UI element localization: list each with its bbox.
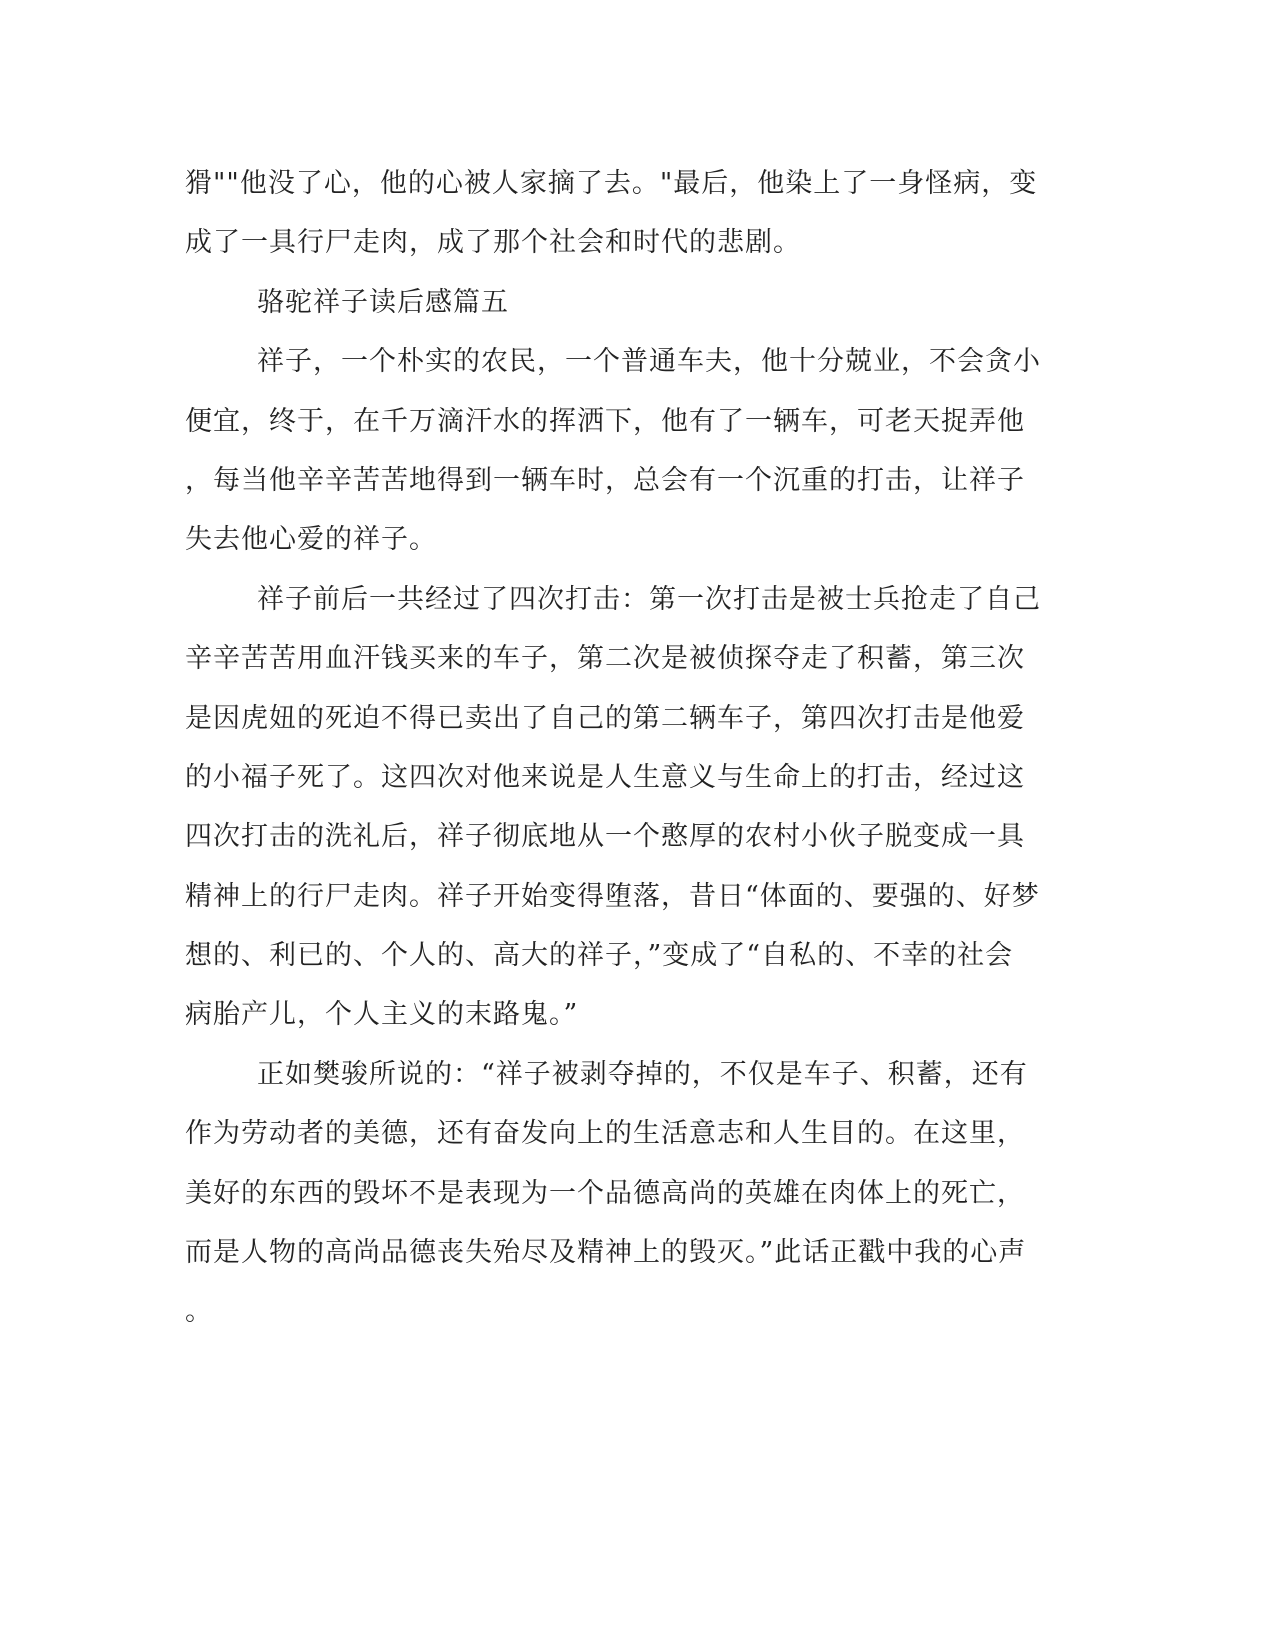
text-line: 美好的东西的毁坏不是表现为一个品德高尚的英雄在肉体上的死亡， — [185, 1177, 1025, 1209]
text-line: 祥子，一个朴实的农民，一个普通车夫，他十分兢业，不会贪小 — [257, 346, 1041, 378]
section-heading: 骆驼祥子读后感篇五 — [257, 286, 509, 318]
text-line: 猾""他没了心，他的心被人家摘了去。"最后，他染上了一身怪病，变 — [185, 168, 1038, 199]
text-line: 失去他心爱的祥子。 — [185, 524, 437, 556]
text-line: 祥子前后一共经过了四次打击：第一次打击是被士兵抢走了自己 — [257, 583, 1041, 615]
text-line: 的小福子死了。这四次对他来说是人生意义与生命上的打击，经过这 — [185, 761, 1025, 793]
text-line: 成了一具行尸走肉，成了那个社会和时代的悲剧。 — [185, 227, 801, 259]
text-line: 精神上的行尸走肉。祥子开始变得堕落，昔日“体面的、要强的、好梦 — [185, 880, 1040, 912]
text-line: 正如樊骏所说的：“祥子被剥夺掉的，不仅是车子、积蓄，还有 — [257, 1058, 1028, 1090]
text-line: 四次打击的洗礼后，祥子彻底地从一个憨厚的农村小伙子脱变成一具 — [185, 821, 1025, 853]
text-line: 病胎产儿，个人主义的末路鬼。” — [185, 999, 579, 1031]
document-body — [185, 166, 1075, 1354]
text-line: 便宜，终于，在千万滴汗水的挥洒下，他有了一辆车，可老天捉弄他 — [185, 405, 1025, 437]
text-line: 作为劳动者的美德，还有奋发向上的生活意志和人生目的。在这里， — [185, 1118, 1025, 1150]
text-line: 是因虎妞的死迫不得已卖出了自己的第二辆车子，第四次打击是他爱 — [185, 702, 1025, 734]
text-line: 。 — [185, 1296, 213, 1328]
text-line: ，每当他辛辛苦苦地得到一辆车时，总会有一个沉重的打击，让祥子 — [185, 464, 1025, 496]
text-line: 而是人物的高尚品德丧失殆尽及精神上的毁灭。”此话正戳中我的心声 — [185, 1237, 1027, 1269]
text-line: 辛辛苦苦用血汗钱买来的车子，第二次是被侦探夺走了积蓄，第三次 — [185, 643, 1025, 675]
text-line: 想的、利已的、个人的、高大的祥子，”变成了“自私的、不幸的社会 — [185, 940, 1014, 972]
